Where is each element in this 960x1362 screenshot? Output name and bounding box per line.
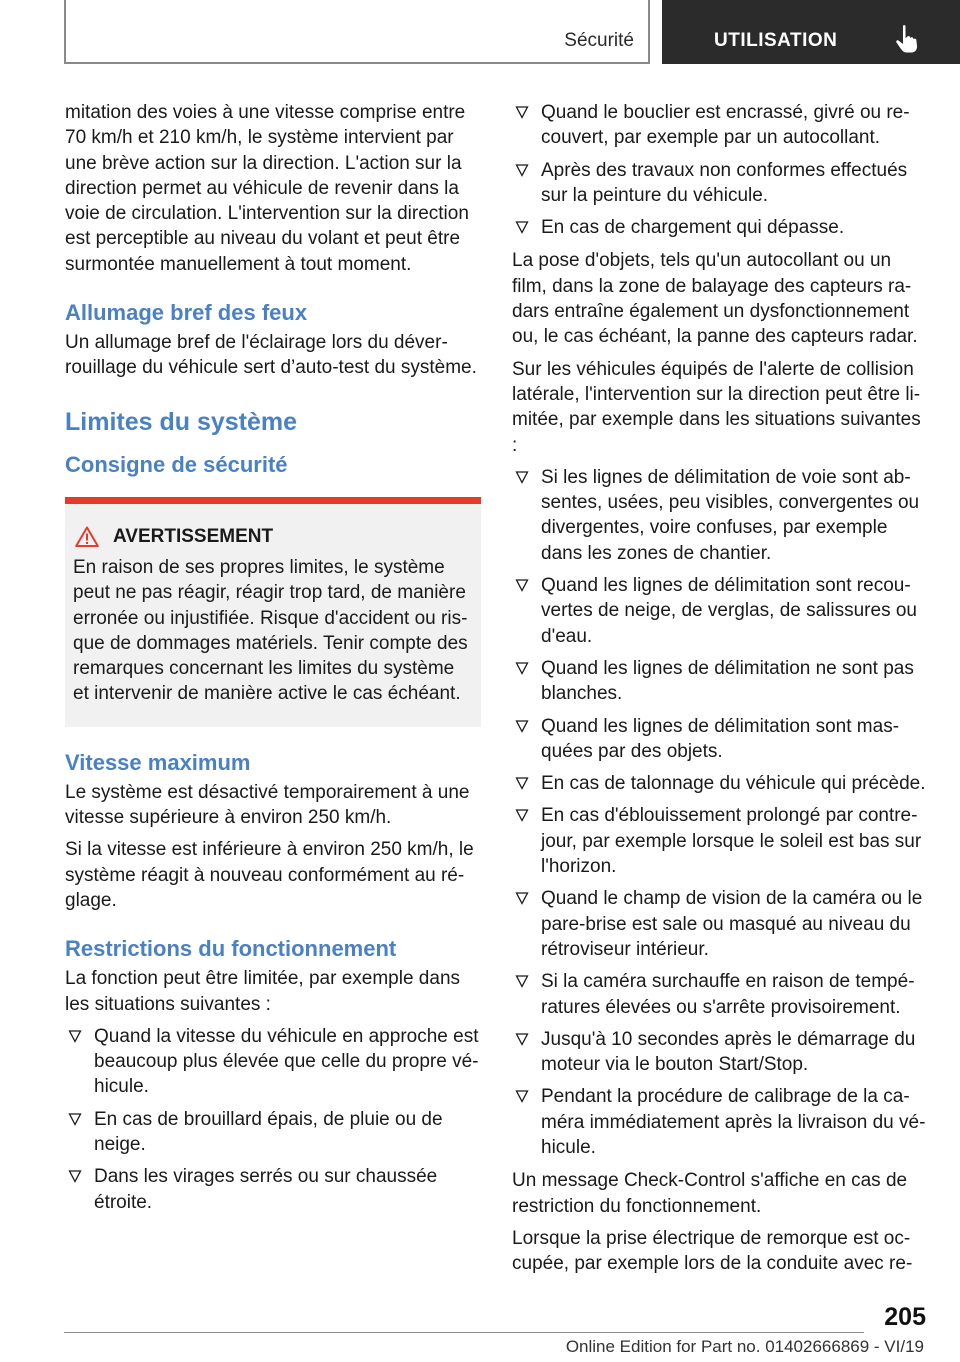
pointing-hand-icon bbox=[894, 24, 920, 54]
left-column bbox=[65, 100, 481, 1223]
paragraph: La fonction peut être limitée, par exemple dans les situations suivantes : bbox=[65, 968, 461, 1015]
heading-allumage: Allumage bref des feux bbox=[65, 300, 308, 326]
header-chapter-label: UTILISATION bbox=[714, 30, 838, 51]
header-section-title: Sécurité bbox=[564, 30, 634, 51]
list-item-text: Quand le bouclier est encrassé, givré ou recouvert, par exemple par un autocollant. bbox=[541, 102, 910, 149]
list-item-text: Si les lignes de délimitation de voie sont absentes, usées, peu visibles, convergentes ou divergentes, voire confuses, par exemple dans les zones de chantier. bbox=[541, 466, 920, 564]
bullet-triangle-icon bbox=[68, 1029, 82, 1043]
list-item bbox=[512, 465, 928, 566]
bullet-triangle-icon bbox=[515, 974, 529, 988]
list-item-text: Quand les lignes de délimitation ne sont pas blanches. bbox=[541, 657, 914, 705]
heading-restrictions: Restrictions du fonctionnement bbox=[65, 936, 397, 962]
list-item bbox=[65, 1164, 481, 1215]
list-item bbox=[512, 100, 928, 151]
heading-consigne: Consigne de sécurité bbox=[65, 451, 288, 477]
paragraph: Sur les véhicules équipés de l'alerte de collision latérale, l'intervention sur la direction peut être limitée, par exemple dans les situations suivantes : bbox=[512, 358, 921, 456]
list-item-text: Après des travaux non conformes effectués sur la peinture du véhicule. bbox=[541, 159, 908, 206]
warning-triangle-icon bbox=[75, 526, 99, 547]
list-item bbox=[65, 1024, 481, 1100]
header-chapter-tab bbox=[662, 0, 960, 64]
warning-title bbox=[73, 524, 473, 549]
paragraph: La pose d'objets, tels qu'un autocollant ou un film, dans la zone de balayage des capteurs radars entraîne également un dysfonctionnement ou, le cas échéant, la panne des capteurs radar. bbox=[512, 250, 918, 348]
list-item bbox=[512, 1027, 928, 1078]
list-item-text: Jusqu'à 10 secondes après le démarrage du moteur via le bouton Start/Stop. bbox=[541, 1028, 916, 1076]
warning-box bbox=[65, 497, 481, 727]
list-item-text: En cas de talonnage du véhicule qui précède. bbox=[541, 773, 926, 795]
bullet-triangle-icon bbox=[515, 1032, 529, 1046]
bullet-triangle-icon bbox=[515, 105, 529, 119]
bullet-triangle-icon bbox=[515, 891, 529, 905]
header-divider-left bbox=[64, 0, 66, 64]
paragraph: Un allumage bref de l'éclairage lors du déverrouillage du véhicule sert d’auto-test du système. bbox=[65, 332, 477, 379]
bullet-triangle-icon bbox=[515, 220, 529, 234]
bullet-list bbox=[512, 465, 928, 1160]
warning-body: En raison de ses propres limites, le système peut ne pas réagir, réagir trop tard, de manière erronée ou injustifiée. Risque d'accident ou risque de dommages matériels. Tenir compte des remarques concernant les limites du système et intervenir de manière active le cas échéant. bbox=[73, 556, 468, 705]
header-divider-right bbox=[648, 0, 650, 64]
paragraph: Lorsque la prise électrique de remorque est occupée, par exemple lors de la conduite avec re- bbox=[512, 1227, 913, 1275]
bullet-list bbox=[512, 100, 928, 240]
bullet-triangle-icon bbox=[515, 776, 529, 790]
list-item-text: En cas de chargement qui dépasse. bbox=[541, 217, 845, 239]
list-item-text: En cas d'éblouissement prolongé par contre-jour, par exemple lorsque le soleil est bas sur l'horizon. bbox=[541, 805, 922, 878]
bullet-triangle-icon bbox=[68, 1169, 82, 1183]
list-item bbox=[512, 969, 928, 1020]
bullet-list bbox=[65, 1024, 481, 1215]
bullet-triangle-icon bbox=[515, 808, 529, 822]
heading-vitesse: Vitesse maximum bbox=[65, 749, 251, 775]
paragraph: Un message Check-Control s'affiche en cas de restriction du fonctionnement. bbox=[512, 1170, 908, 1217]
list-item bbox=[512, 158, 928, 209]
list-item-text: Dans les virages serrés ou sur chaussée étroite. bbox=[94, 1166, 438, 1213]
right-column bbox=[512, 100, 928, 1283]
footer-divider bbox=[64, 1332, 864, 1333]
bullet-triangle-icon bbox=[515, 1089, 529, 1103]
header-divider-bottom bbox=[64, 62, 650, 64]
list-item bbox=[512, 215, 928, 240]
list-item bbox=[512, 573, 928, 649]
list-item bbox=[512, 656, 928, 707]
bullet-triangle-icon bbox=[515, 578, 529, 592]
list-item-text: Si la caméra surchauffe en raison de températures élevées ou s'arrête provisoirement. bbox=[541, 971, 915, 1018]
list-item bbox=[512, 714, 928, 765]
list-item bbox=[512, 1084, 928, 1160]
warning-title-text: AVERTISSEMENT bbox=[113, 525, 274, 547]
paragraph: Le système est désactivé temporairement à une vitesse supérieure à environ 250 km/h. bbox=[65, 781, 470, 829]
bullet-triangle-icon bbox=[515, 719, 529, 733]
paragraph: Si la vitesse est inférieure à environ 250 km/h, le système réagit à nouveau conformément au réglage. bbox=[65, 839, 474, 911]
list-item-text: Quand les lignes de délimitation sont masquées par des objets. bbox=[541, 715, 900, 762]
heading-limites: Limites du système bbox=[65, 407, 298, 436]
footer-edition: Online Edition for Part no. 01402666869 - VI/19 bbox=[565, 1337, 924, 1356]
bullet-triangle-icon bbox=[515, 661, 529, 675]
list-item bbox=[512, 803, 928, 879]
bullet-triangle-icon bbox=[515, 470, 529, 484]
page-number: 205 bbox=[884, 1303, 926, 1331]
paragraph: mitation des voies à une vitesse comprise entre 70 km/h et 210 km/h, le système intervient par une brève action sur la direction. L'action sur la direction permet au véhicule de revenir dans la voie de circulation. L'intervention sur la direction est perceptible au niveau du volant et peut être surmontée manuellement à tout moment. bbox=[65, 102, 469, 275]
list-item-text: En cas de brouillard épais, de pluie ou de neige. bbox=[94, 1108, 443, 1156]
list-item bbox=[65, 1107, 481, 1158]
list-item-text: Quand le champ de vision de la caméra ou le pare-brise est sale ou masqué au niveau du rétroviseur intérieur. bbox=[541, 888, 923, 960]
list-item-text: Quand la vitesse du véhicule en approche est beaucoup plus élevée que celle du propre véhicule. bbox=[94, 1025, 479, 1098]
bullet-triangle-icon bbox=[515, 163, 529, 177]
list-item-text: Quand les lignes de délimitation sont recouvertes de neige, de verglas, de salissures ou d'eau. bbox=[541, 575, 917, 647]
list-item bbox=[512, 771, 928, 796]
list-item bbox=[512, 886, 928, 962]
list-item-text: Pendant la procédure de calibrage de la caméra immédiatement après la livraison du véhicule. bbox=[541, 1086, 926, 1158]
bullet-triangle-icon bbox=[68, 1112, 82, 1126]
